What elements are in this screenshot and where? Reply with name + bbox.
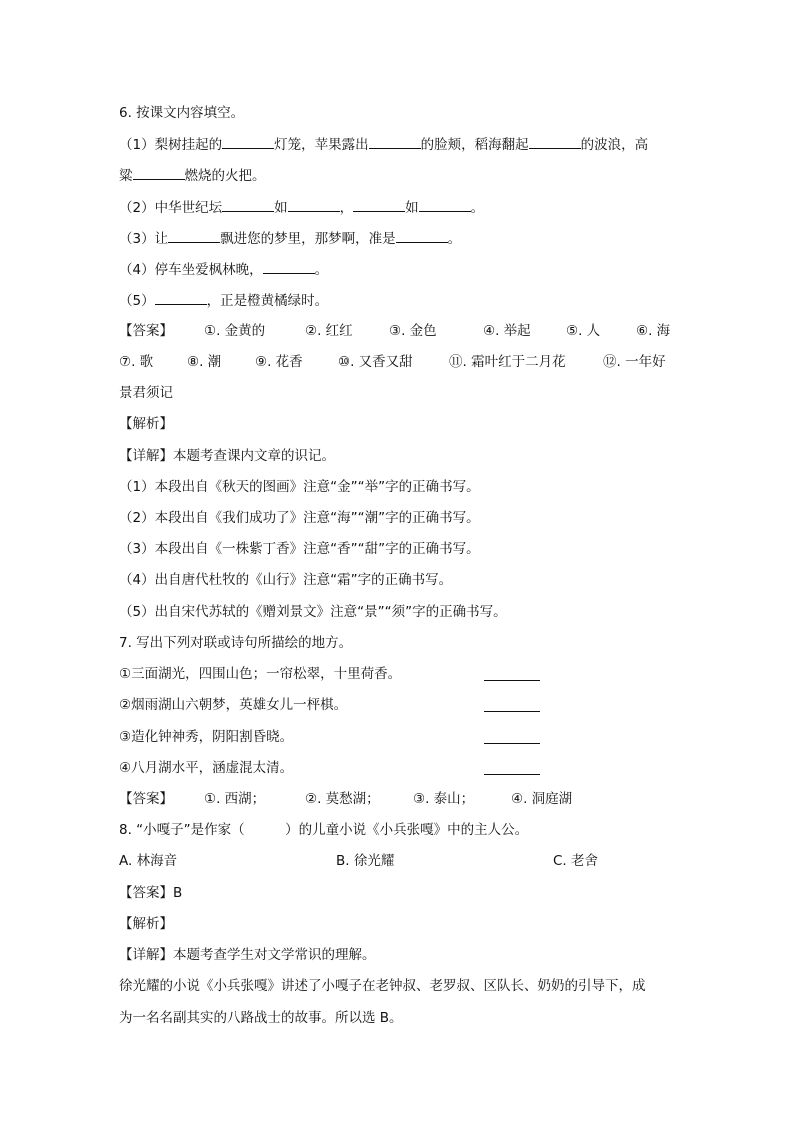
- q8-title: 8. “小嘎子”是作家（ ）的儿童小说《小兵张嘎》中的主人公。: [119, 822, 529, 838]
- q7-item: ②烟雨湖山六朝梦，英雄女儿一枰棋。: [119, 697, 348, 713]
- q6-line-2: 粱 燃烧的火把。: [119, 168, 266, 184]
- answer-blank[interactable]: [419, 198, 471, 212]
- detail-text: 【详解】本题考查课内文章的识记。: [119, 448, 335, 464]
- answer-blank[interactable]: [168, 229, 220, 243]
- option-a[interactable]: A. 林海音: [119, 853, 178, 869]
- q8-options: [119, 852, 679, 870]
- option-b[interactable]: B. 徐光耀: [336, 853, 395, 869]
- analysis-label: 【解析】: [119, 916, 173, 932]
- q6-answers-row-1: [119, 322, 679, 340]
- answer-blank[interactable]: [484, 774, 540, 775]
- answer-item: ⑪. 霜叶红于二月花: [449, 354, 566, 370]
- answer-item: ⑨. 花香: [255, 354, 303, 370]
- answer-blank[interactable]: [396, 229, 448, 243]
- q7-title: 7. 写出下列对联或诗句所描绘的地方。: [119, 635, 353, 651]
- answer-item: ②. 莫愁湖；: [305, 791, 380, 807]
- q6-title: 6. 按课文内容填空。: [119, 105, 245, 121]
- note-line: （1）本段出自《秋天的图画》注意“金”“举”字的正确书写。: [119, 479, 480, 495]
- answer-blank[interactable]: [155, 291, 207, 305]
- note-line: （2）本段出自《我们成功了》注意“海”“潮”字的正确书写。: [119, 510, 480, 526]
- q6-line-4: （3）让 飘进您的梦里，那梦啊，准是 。: [119, 231, 462, 247]
- q7-item: ③造化钟神秀，阴阳割昏晓。: [119, 729, 294, 745]
- note-line: （3）本段出自《一株紫丁香》注意“香”“甜”字的正确书写。: [119, 541, 480, 557]
- q6-line-3: （2）中华世纪坛 如 ， 如 。: [119, 200, 485, 216]
- answer-blank[interactable]: [484, 743, 540, 744]
- option-c[interactable]: C. 老舍: [553, 853, 599, 869]
- q7-item: ①三面湖光，四围山色；一帘松翠，十里荷香。: [119, 666, 402, 682]
- detail-text: 【详解】本题考查学生对文学常识的理解。: [119, 947, 376, 963]
- answer-item: ④. 洞庭湖: [511, 791, 573, 807]
- answer-item: ①. 西湖；: [204, 791, 266, 807]
- answer-item: ⑦. 歌: [119, 354, 154, 370]
- answer-blank[interactable]: [222, 135, 274, 149]
- answer-blank[interactable]: [133, 166, 185, 180]
- q6-line-1: （1）梨树挂起的 灯笼，苹果露出 的脸颊，稻海翻起 的波浪，高: [119, 137, 649, 153]
- answer-label: 【答案】: [119, 791, 173, 807]
- answer-blank[interactable]: [222, 198, 274, 212]
- explanation-line: 为一名名副其实的八路战士的故事。所以选 B。: [119, 1010, 403, 1026]
- answer-item: ③. 金色: [389, 323, 437, 339]
- q7-item: ④八月湖水平，涵虚混太清。: [119, 760, 294, 776]
- q6-answers-row-2: [119, 353, 679, 371]
- answer-item: ⑤. 人: [566, 323, 601, 339]
- q6-line-5: （4）停车坐爱枫林晚， 。: [119, 262, 329, 278]
- answer-blank[interactable]: [288, 198, 340, 212]
- answer-blank[interactable]: [263, 260, 315, 274]
- answer-item: ⑩. 又香又甜: [338, 354, 413, 370]
- q6-line-6: （5） ，正是橙黄橘绿时。: [119, 293, 329, 309]
- answer-item: ⑥. 海: [636, 323, 671, 339]
- answer-blank[interactable]: [369, 135, 421, 149]
- note-line: （5）出自宋代苏轼的《赠刘景文》注意“景”“须”字的正确书写。: [119, 604, 507, 620]
- answer-item: ②. 红红: [305, 323, 353, 339]
- q7-answers: [119, 790, 679, 808]
- explanation-line: 徐光耀的小说《小兵张嘎》讲述了小嘎子在老钟叔、老罗叔、区队长、奶奶的引导下，成: [119, 978, 646, 994]
- answer-item: ⑫. 一年好: [603, 354, 666, 370]
- answer-blank[interactable]: [529, 135, 581, 149]
- note-line: （4）出自唐代杜牧的《山行》注意“霜”字的正确书写。: [119, 572, 453, 588]
- answer-item: ③. 泰山；: [413, 791, 475, 807]
- answer-item: ⑧. 潮: [187, 354, 222, 370]
- answer-item: ④. 举起: [483, 323, 531, 339]
- q8-answer: 【答案】B: [119, 885, 183, 901]
- q6-answers-row-3: 景君须记: [119, 385, 173, 401]
- answer-blank[interactable]: [484, 680, 540, 681]
- answer-blank[interactable]: [484, 711, 540, 712]
- answer-label: 【答案】: [119, 323, 173, 339]
- answer-item: ①. 金黄的: [204, 323, 266, 339]
- analysis-label: 【解析】: [119, 416, 173, 432]
- answer-blank[interactable]: [353, 198, 405, 212]
